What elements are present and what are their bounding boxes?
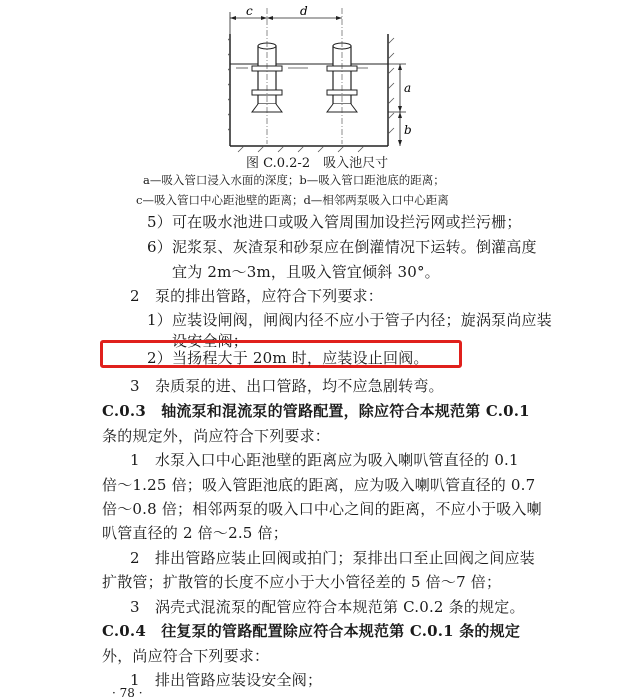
- dim-b-label: b: [404, 123, 412, 137]
- section-heading-c04: C.0.4 往复泵的管路配置除应符合本规范第 C.0.1 条的规定: [102, 622, 521, 640]
- highlighted-text-line: 2）当扬程大于 20m 时，应装设止回阀。: [147, 349, 429, 367]
- text-line: 3 涡壳式混流泵的配管应符合本规范第 C.0.2 条的规定。: [130, 598, 525, 616]
- text-line: 3 杂质泵的进、出口管路，均不应急剧转弯。: [130, 377, 444, 395]
- text-line: 6）泥浆泵、灰渣泵和砂泵应在倒灌情况下运转。倒灌高度: [147, 238, 537, 256]
- dim-d-label: d: [300, 4, 308, 18]
- text-line: 2 排出管路应装止回阀或拍门；泵排出口至止回阀之间应装: [130, 549, 535, 567]
- text-line: 外，尚应符合下列要求：: [102, 647, 270, 665]
- suction-pool-diagram: [228, 4, 418, 154]
- text-line: 1 水泵入口中心距池壁的距离应为吸入喇叭管直径的 0.1: [130, 451, 519, 469]
- text-line: 5）可在吸水池进口或吸入管周围加设拦污网或拦污栅；: [147, 213, 522, 231]
- text-line: 设安全阀；: [172, 332, 249, 350]
- text-line: 叭管直径的 2 倍～2.5 倍；: [102, 524, 288, 542]
- text-line: 1 排出管路应装设安全阀；: [130, 671, 323, 689]
- dim-a-label: a: [404, 81, 412, 95]
- page-number: · 78 ·: [112, 686, 143, 700]
- text-line: 倍～0.8 倍；相邻两泵的吸入口中心之间的距离，不应小于吸入喇: [102, 500, 542, 518]
- figure-note-1: a—吸入管口浸入水面的深度；b—吸入管口距池底的距离；: [143, 173, 445, 187]
- text-line: 2 泵的排出管路，应符合下列要求：: [130, 287, 383, 305]
- figure-caption: 图 C.0.2-2 吸入池尺寸: [246, 156, 389, 171]
- text-line: 宜为 2m～3m，且吸入管宜倾斜 30°。: [172, 263, 440, 281]
- text-line: 扩散管；扩散管的长度不应小于大小管径差的 5 倍～7 倍；: [102, 573, 502, 591]
- text-line: 1）应装设闸阀，闸阀内径不应小于管子内径；旋涡泵尚应装: [147, 311, 552, 329]
- section-heading-c03: C.0.3 轴流泵和混流泵的管路配置，除应符合本规范第 C.0.1: [102, 402, 530, 420]
- text-line: 条的规定外，尚应符合下列要求：: [102, 427, 331, 445]
- figure-note-2: c—吸入管口中心距池壁的距离；d—相邻两泵吸入口中心距离: [136, 193, 449, 207]
- text-line: 倍～1.25 倍；吸入管距池底的距离，应为吸入喇叭管直径的 0.7: [102, 476, 536, 494]
- dim-c-label: c: [246, 4, 253, 18]
